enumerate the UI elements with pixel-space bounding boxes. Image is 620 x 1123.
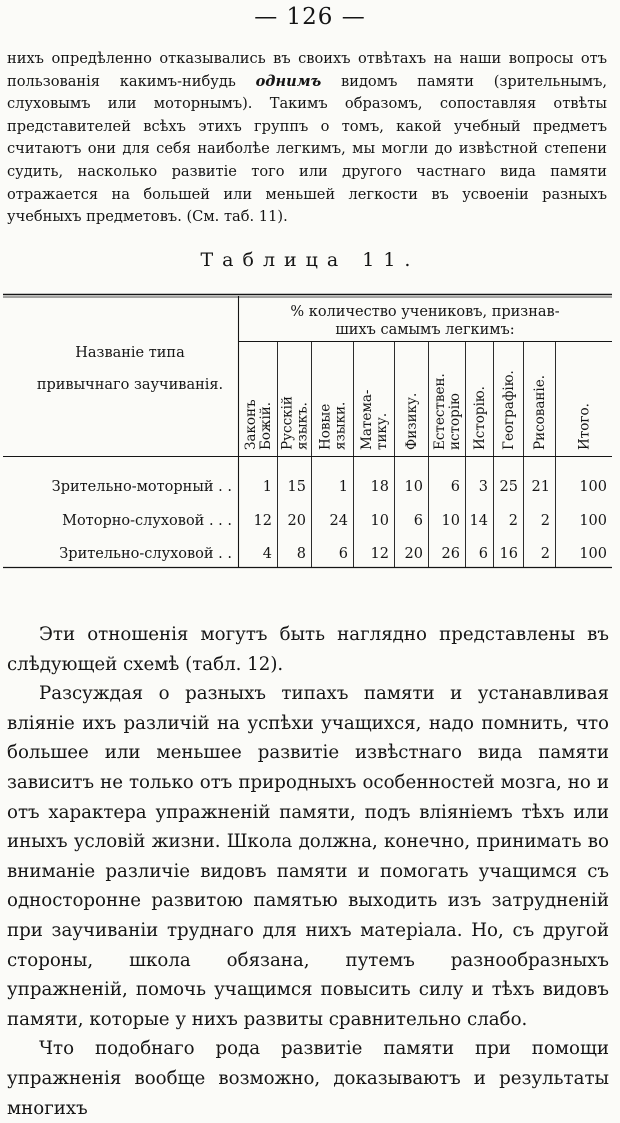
- row-label-3: Зрительно-слуховой . .: [59, 546, 232, 562]
- cell-r2-c3: 24: [329, 513, 348, 529]
- group-header-line-1: % количество учениковъ, признав-: [290, 304, 560, 320]
- column-header-3-line-1: Новые: [317, 403, 334, 450]
- column-header-2-line-1: Русскій: [279, 396, 296, 450]
- data-table: [0, 286, 620, 586]
- cell-r3-c2: 8: [296, 546, 306, 562]
- cell-r1-c7: 3: [478, 479, 488, 495]
- column-header-6-line-2: исторію: [447, 393, 463, 450]
- cell-r3-c5: 20: [404, 546, 423, 562]
- column-header-5-line-1: Физику.: [404, 392, 420, 450]
- column-header-6-line-1: Естествен.: [432, 373, 448, 450]
- column-header-2-line-2: языкъ.: [294, 402, 311, 450]
- page-number: — 126 —: [254, 4, 366, 30]
- cell-r1-c10: 100: [579, 479, 607, 495]
- intro-text-start: нихъ опредѣленно отказывались въ своихъ отвѣтахъ на наши вопросы отъ пользованія какимъ-нибудь: [7, 50, 607, 90]
- cell-r3-c4: 12: [370, 546, 389, 562]
- table-title: [0, 246, 620, 274]
- column-header-10-line-1: Итого.: [576, 403, 593, 450]
- column-header-7-line-1: Исторію.: [472, 386, 488, 450]
- cell-r1-c1: 1: [262, 479, 272, 495]
- type-header-line-1: Названіе типа: [75, 345, 185, 361]
- column-header-9-line-1: Рисованіе.: [532, 374, 548, 450]
- cell-r3-c9: 2: [540, 546, 550, 562]
- column-header-1-line-1: Законъ: [243, 399, 259, 450]
- cell-r2-c9: 2: [540, 513, 550, 529]
- intro-paragraph: [7, 48, 607, 229]
- intro-emphasis: однимъ: [255, 72, 322, 90]
- cell-r1-c5: 10: [404, 479, 423, 495]
- cell-r2-c7: 14: [469, 513, 488, 529]
- column-header-4-line-2: тику.: [374, 412, 390, 450]
- column-header-3-line-2: языки.: [332, 401, 349, 450]
- cell-r2-c6: 10: [441, 513, 460, 529]
- body-paragraph-2: Разсуждая о разныхъ типахъ памяти и устанавливая вліяніе ихъ различій на успѣхи учащихся, надо помнить, что большее или меньшее развитіе извѣстнаго вида памяти зависитъ не только отъ природныхъ особенностей мозга, но и отъ характера упражненій памяти, подъ вліяніемъ тѣхъ или иныхъ условій жизни. Школа должна, конечно, принимать во вниманіе различіе видовъ памяти и помогать учащимся съ односторонне развитою памятью выходить изъ затрудненій при заучиваніи труднаго для нихъ матеріала. Но, съ другой стороны, школа обязана, путемъ разнообразныхъ упражненій, помочь учащимся повысить силу и тѣхъ видовъ памяти, которые у нихъ развиты сравнительно слабо.: [7, 683, 609, 1030]
- cell-r3-c6: 26: [441, 546, 460, 562]
- body-text: [7, 620, 609, 1123]
- column-headers: [243, 370, 593, 450]
- cell-r2-c1: 12: [253, 513, 272, 529]
- cell-r3-c7: 6: [478, 546, 488, 562]
- cell-r1-c9: 21: [531, 479, 550, 495]
- cell-r1-c2: 15: [287, 479, 306, 495]
- column-header-8-line-1: Географію.: [501, 370, 517, 450]
- cell-r3-c10: 100: [579, 546, 607, 562]
- body-paragraph-3: Что подобнаго рода развитіе памяти при помощи упражненія вообще возможно, доказываютъ и результаты многихъ: [7, 1038, 609, 1119]
- row-label-2: Моторно-слуховой . . .: [62, 513, 232, 529]
- cell-r2-c2: 20: [287, 513, 306, 529]
- table-title-text: Таблица 11.: [200, 249, 420, 271]
- column-header-1-line-2: Божій.: [258, 401, 274, 450]
- table-header: [37, 304, 560, 393]
- cell-r3-c1: 4: [262, 546, 272, 562]
- cell-r2-c10: 100: [579, 513, 607, 529]
- cell-r2-c4: 10: [370, 513, 389, 529]
- cell-r3-c3: 6: [338, 546, 348, 562]
- cell-r2-c5: 6: [413, 513, 423, 529]
- cell-r1-c3: 1: [338, 479, 348, 495]
- type-header-line-2: привычнаго заучиванія.: [36, 377, 224, 393]
- cell-r2-c8: 2: [508, 513, 518, 529]
- cell-r1-c4: 18: [370, 479, 389, 495]
- intro-text-end: видомъ памяти (зрительнымъ, слуховымъ или моторнымъ). Такимъ образомъ, сопоставляя отвѣты представителей всѣхъ этихъ группъ о томъ, какой учебный предметъ считаютъ они для себя наиболѣе легкимъ, мы могли до извѣстной степени судить, насколько развитіе того или другого частнаго вида памяти отражается на большей или меньшей легкости въ усвоеніи разныхъ учебныхъ предметовъ. (См. таб. 11).: [7, 72, 607, 226]
- body-paragraph-1: Эти отношенія могутъ быть наглядно представлены въ слѣдующей схемѣ (табл. 12).: [7, 624, 609, 675]
- group-header-line-2: шихъ самымъ легкимъ:: [335, 322, 515, 338]
- cell-r1-c8: 25: [499, 479, 518, 495]
- cell-r3-c8: 16: [499, 546, 518, 562]
- column-header-4-line-1: Матема-: [359, 389, 375, 450]
- row-label-1: Зрительно-моторный . .: [51, 479, 232, 495]
- cell-r1-c6: 6: [450, 479, 460, 495]
